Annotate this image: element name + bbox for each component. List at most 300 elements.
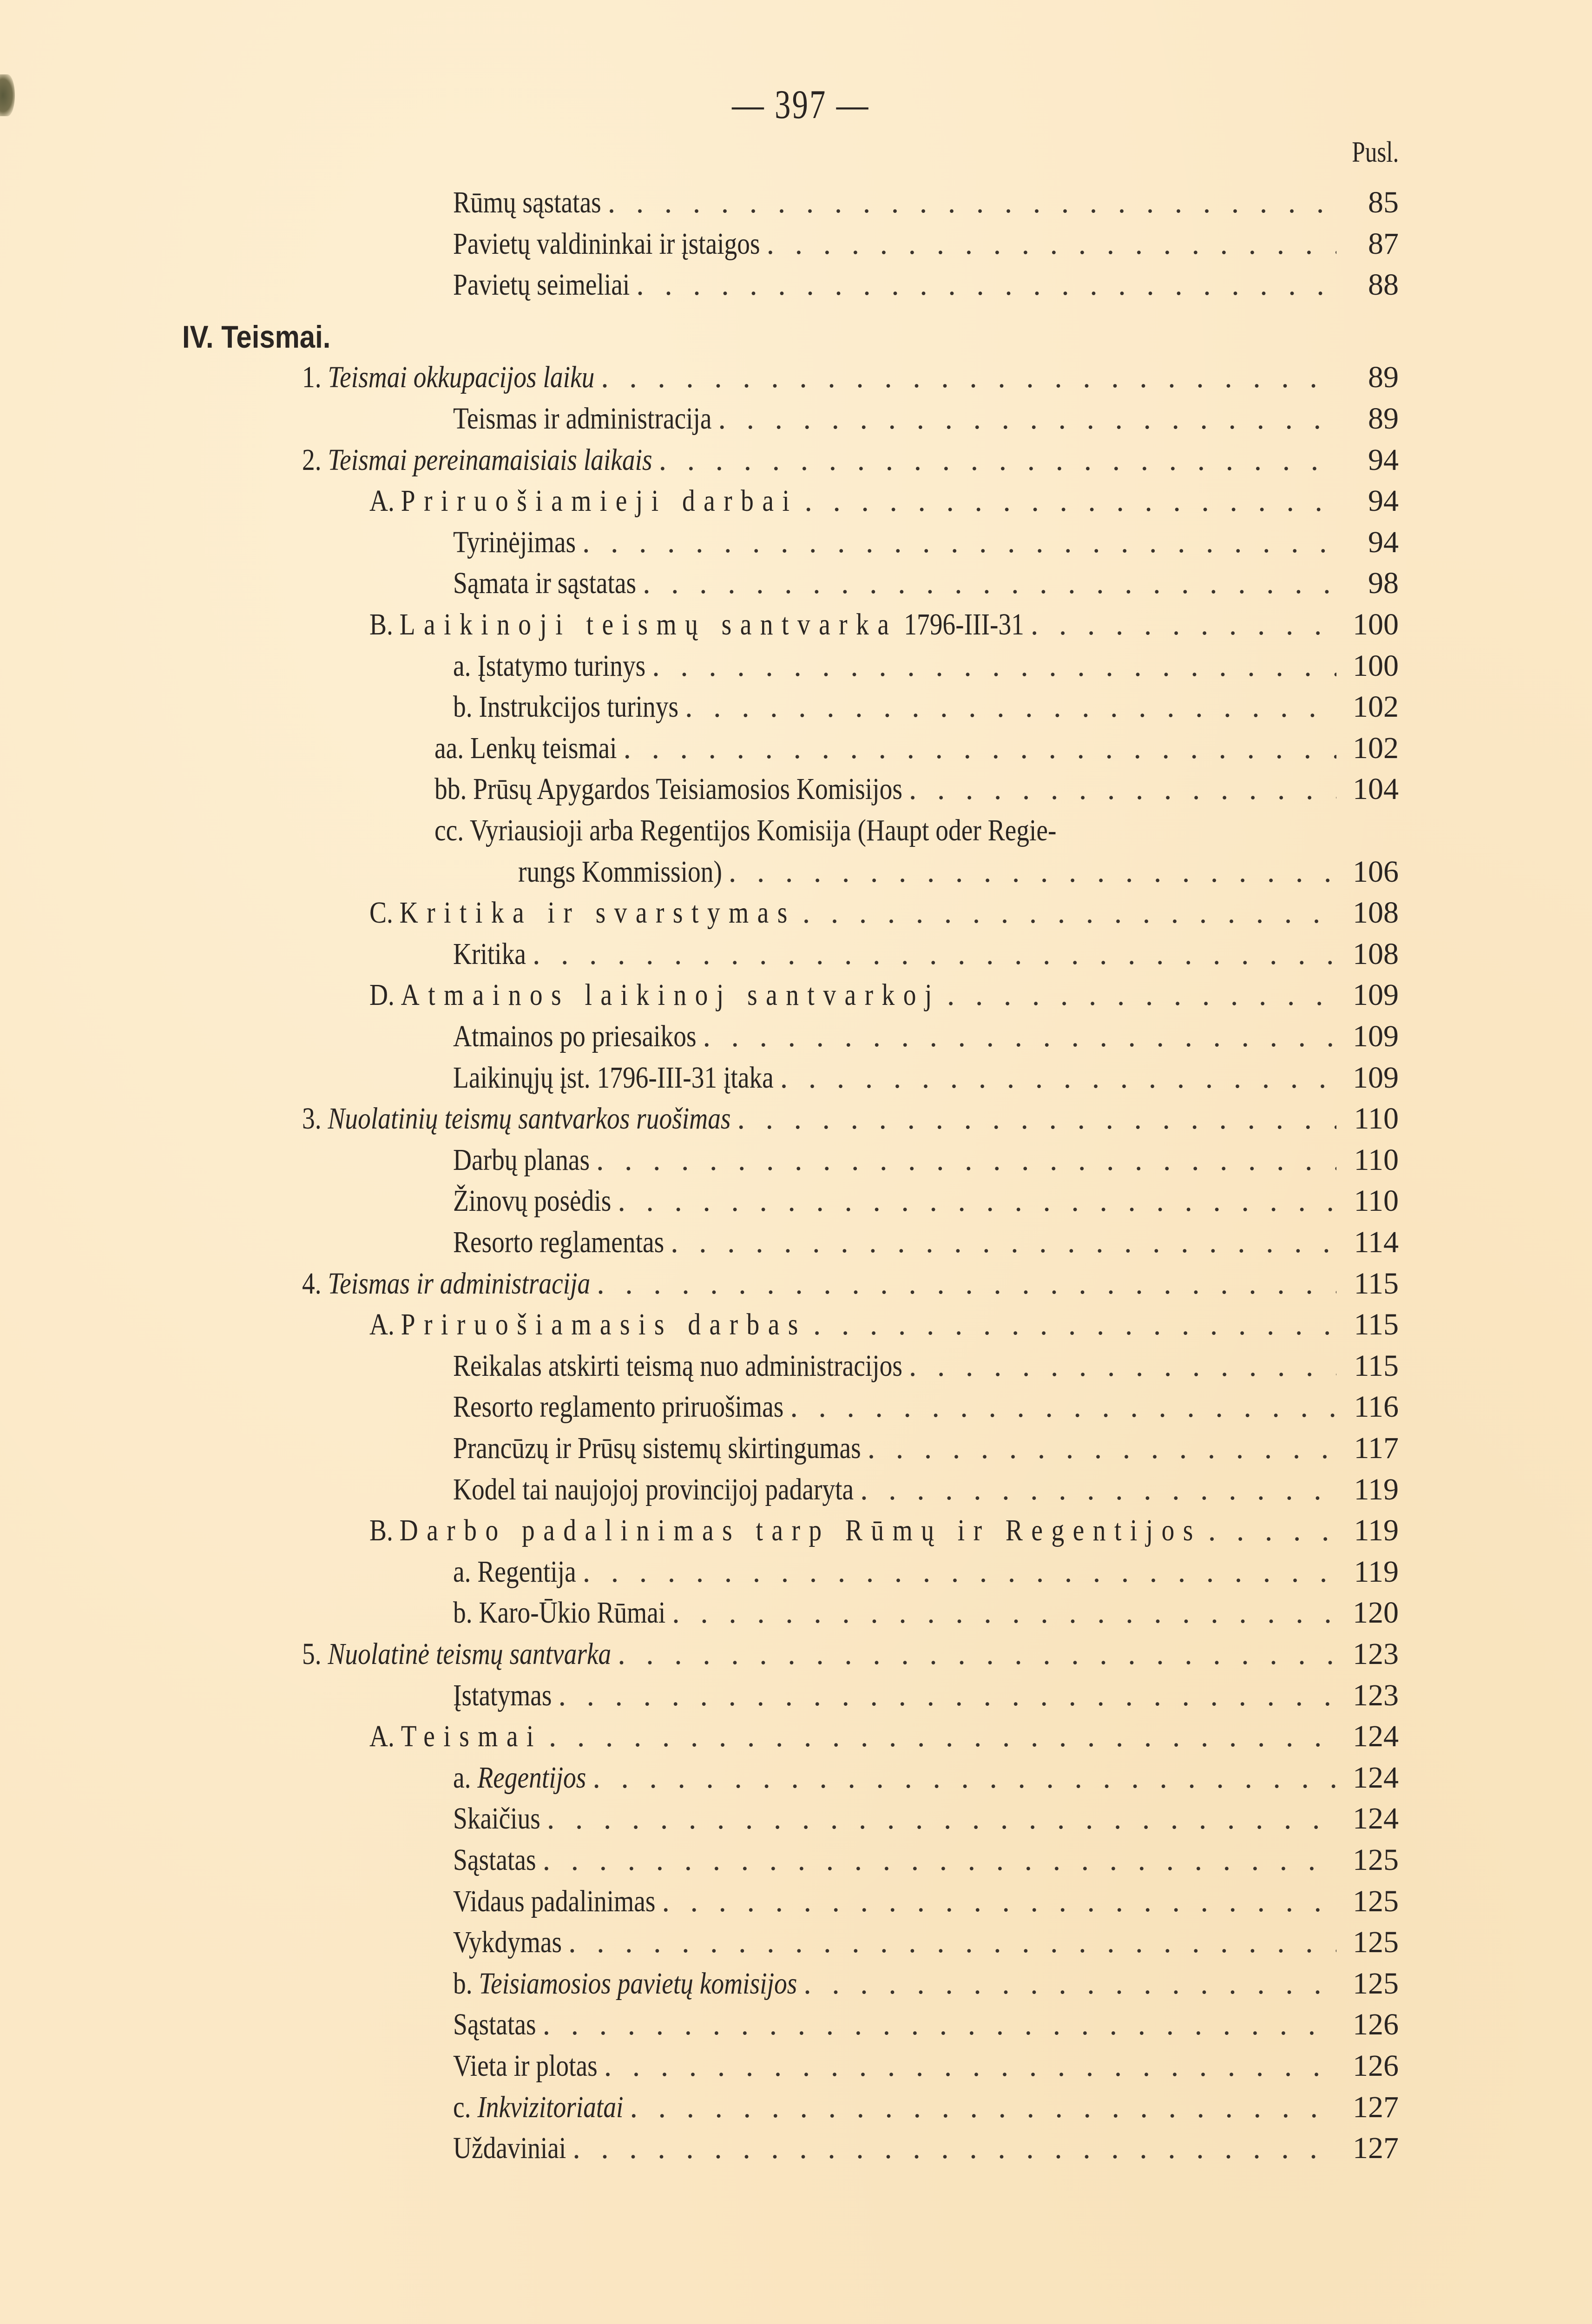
entry-page-number: 115 (1354, 1307, 1399, 1342)
entry-title: Inkvizitoriatai (477, 2090, 624, 2124)
dot-leader (909, 1346, 1336, 1386)
dot-leader (630, 2087, 1336, 2128)
toc-entry (369, 1510, 1399, 1551)
toc-entry (369, 604, 1399, 645)
entry-text (453, 1016, 697, 1057)
entry-prefix: B. (369, 1513, 400, 1548)
entry-page-number: 109 (1353, 1060, 1399, 1095)
entry-title: Teisiamosios pavietų komisijos (479, 1966, 797, 2000)
entry-label (369, 481, 798, 522)
entry-page-number: 108 (1353, 937, 1399, 971)
entry-title: Sąmata ir sąstatas (453, 566, 637, 601)
entry-label (453, 1016, 697, 1057)
entry-label (302, 440, 652, 481)
toc-entry (434, 728, 1399, 769)
dot-leader (672, 1592, 1336, 1633)
toc-entry (302, 1634, 1399, 1675)
entry-prefix: a. (453, 1554, 478, 1589)
entry-title: Įstatymo turinys (477, 648, 646, 683)
entry-page-number: 98 (1368, 566, 1399, 601)
toc-entry (453, 2128, 1399, 2169)
dot-leader (780, 1057, 1336, 1098)
entry-label (453, 2128, 566, 2169)
entry-title: Pavietų seimeliai (453, 268, 630, 302)
entry-title: Teismai pereinamaisiais laikais (328, 442, 652, 477)
entry-prefix: cc. (434, 813, 470, 847)
entry-page-number: 125 (1353, 1843, 1399, 1877)
entry-title: Teismai okkupacijos laiku (328, 360, 595, 395)
entry-text (453, 224, 760, 264)
entry-text (302, 357, 594, 398)
entry-prefix: a. (453, 648, 478, 683)
dot-leader (803, 892, 1336, 933)
entry-prefix: aa. (434, 731, 470, 765)
dot-leader (671, 1222, 1336, 1263)
entry-label (453, 1222, 664, 1263)
dot-leader (601, 357, 1336, 398)
entry-label (453, 1346, 902, 1386)
dot-leader (703, 1016, 1336, 1057)
entry-text (453, 2128, 566, 2169)
entry-label (453, 1469, 854, 1510)
toc-entry (453, 1963, 1399, 2004)
entry-title: Sąstatas (453, 1843, 536, 1877)
entry-page-number: 124 (1353, 1760, 1399, 1795)
entry-label (453, 1592, 665, 1633)
entry-page-number: 102 (1353, 731, 1399, 765)
dot-leader (618, 1181, 1336, 1221)
entry-label (453, 2087, 623, 2128)
entry-title: Vykdymas (453, 1925, 562, 1960)
entry-title: Atmainos laikinoj santvarkoj (401, 978, 941, 1012)
dot-leader (549, 1716, 1336, 1757)
toc-entry (453, 1057, 1399, 1098)
entry-title: Prūsų Apygardos Teisiamosios Komisijos (473, 772, 902, 806)
toc-entry (453, 1757, 1399, 1798)
entry-text (453, 1922, 562, 1963)
toc-entry (453, 687, 1399, 727)
entry-title: Vidaus padalinimas (453, 1884, 656, 1918)
toc-entry (453, 1592, 1399, 1633)
entry-prefix: 5. (302, 1637, 328, 1671)
page-number: — 397 — (732, 82, 870, 127)
dot-leader (729, 852, 1336, 892)
toc-entry (369, 975, 1399, 1016)
entry-label (369, 1304, 807, 1345)
toc-entry (453, 1469, 1399, 1510)
entry-label (453, 1057, 774, 1098)
entry-label (453, 1757, 586, 1798)
dot-leader (803, 1963, 1336, 2004)
entry-page-number: 85 (1368, 185, 1399, 219)
dot-leader (909, 769, 1336, 810)
entry-text (453, 1798, 540, 1839)
entry-page-number: 106 (1353, 854, 1399, 889)
entry-prefix: D. (369, 978, 401, 1012)
entry-title: Įstatymas (453, 1678, 552, 1712)
entry-label (453, 1181, 611, 1221)
entry-page-number: 109 (1353, 1019, 1399, 1053)
entry-page-number: 94 (1368, 442, 1399, 477)
entry-title: Uždaviniai (453, 2131, 566, 2166)
entry-text (453, 1552, 576, 1592)
toc-entry (369, 481, 1399, 522)
entry-page-number: 109 (1353, 978, 1399, 1012)
entry-text (453, 934, 526, 975)
toc-entry (453, 1552, 1399, 1592)
entry-page-number: 126 (1353, 2049, 1399, 2083)
toc-entry (453, 2004, 1399, 2045)
entry-label (453, 398, 712, 439)
toc-entry (453, 1222, 1399, 1263)
entry-text (453, 522, 576, 563)
entry-prefix: A. (369, 484, 401, 518)
entry-label (369, 1716, 542, 1757)
dot-leader (860, 1469, 1336, 1510)
toc-entry (453, 1881, 1399, 1922)
entry-page-number: 116 (1354, 1390, 1399, 1424)
entry-label (369, 975, 941, 1016)
entry-page-number: 104 (1353, 772, 1399, 806)
entry-label (453, 264, 630, 305)
toc-entry (453, 1140, 1399, 1181)
entry-title: Resorto reglamento priruošimas (453, 1390, 784, 1424)
entry-title: Nuolatinių teismų santvarkos ruošimas (328, 1102, 731, 1136)
entry-page-number: 115 (1354, 1348, 1399, 1383)
toc-entry (453, 522, 1399, 563)
entry-page-number: 94 (1368, 484, 1399, 518)
entry-label (453, 182, 601, 223)
entry-text (453, 1140, 590, 1181)
entry-title: Instrukcijos turinys (479, 690, 679, 724)
toc-entry (369, 1716, 1399, 1757)
entry-text (453, 1881, 655, 1922)
entry-title: Laikinųjų įst. 1796-III-31 įtaka (453, 1060, 774, 1095)
toc-entry (453, 934, 1399, 975)
entry-text (453, 1346, 902, 1386)
dot-leader (572, 2128, 1336, 2169)
entry-label (434, 769, 902, 810)
entry-prefix: 2. (302, 442, 328, 477)
entry-text (453, 1469, 854, 1510)
entry-title: Kritika ir svarstymas (399, 896, 796, 930)
entry-page-number: 100 (1353, 648, 1399, 683)
entry-page-number: 108 (1353, 896, 1399, 930)
entry-title: Teismas ir administracija (328, 1266, 591, 1301)
entry-title: Karo-Ūkio Rūmai (479, 1596, 666, 1630)
entry-page-number: 127 (1353, 2131, 1399, 2166)
dot-leader (804, 481, 1336, 522)
entry-text (453, 1222, 664, 1263)
entry-prefix: b. (453, 690, 479, 724)
entry-text (369, 892, 796, 933)
dot-leader (868, 1428, 1336, 1469)
entry-label (453, 646, 645, 687)
section-heading: IV. Teismai. (182, 319, 331, 355)
toc-entry (453, 1840, 1399, 1881)
entry-prefix: bb. (434, 772, 474, 806)
entry-title: Kritika (453, 937, 526, 971)
toc-entry (453, 1181, 1399, 1221)
page-stain (0, 74, 15, 116)
entry-text (453, 563, 636, 604)
dot-leader (568, 1922, 1336, 1963)
entry-title: Skaičius (453, 1802, 540, 1836)
entry-title: Vieta ir plotas (453, 2049, 598, 2083)
entry-text (434, 728, 617, 769)
dot-leader (608, 182, 1336, 223)
entry-page-number: 110 (1354, 1142, 1399, 1177)
entry-title: Regentija (477, 1554, 576, 1589)
entry-label (453, 2004, 536, 2045)
entry-title: Lenkų teismai (470, 731, 617, 765)
entry-page-number: 94 (1368, 525, 1399, 559)
dot-leader (618, 1634, 1336, 1675)
entry-title: Priruošiamasis darbas (401, 1307, 807, 1342)
entry-prefix: b. (453, 1966, 479, 2000)
dot-leader (813, 1304, 1336, 1345)
entry-prefix: 3. (302, 1102, 328, 1136)
entry-text (453, 646, 645, 687)
entry-text (453, 1181, 611, 1221)
entry-text (369, 481, 798, 522)
toc-entry (453, 2046, 1399, 2086)
entry-title: Kodel tai naujojoj provincijoj padaryta (453, 1472, 854, 1506)
entry-prefix: c. (453, 2090, 478, 2124)
toc-entry (453, 1922, 1399, 1963)
entry-date: 1796-III-31 (904, 607, 1024, 641)
toc-entry (453, 224, 1399, 264)
toc-entry (453, 1428, 1399, 1469)
entry-label (518, 852, 722, 892)
entry-page-number: 123 (1353, 1637, 1399, 1671)
entry-label (453, 687, 678, 727)
entry-text (302, 1098, 731, 1139)
toc-entry (453, 1346, 1399, 1386)
entry-page-number: 115 (1354, 1266, 1399, 1301)
entry-label (453, 1840, 536, 1881)
dot-leader (543, 2004, 1336, 2045)
entry-page-number: 125 (1353, 1966, 1399, 2000)
entry-text (453, 687, 678, 727)
entry-prefix: A. (369, 1307, 401, 1342)
entry-page-number: 123 (1353, 1678, 1399, 1712)
entry-title: Prancūzų ir Prūsų sistemų skirtingumas (453, 1431, 861, 1465)
entry-title: rungs Kommission) (518, 854, 722, 889)
entry-text (369, 1510, 1202, 1551)
entry-title: Reikalas atskirti teismą nuo administracijos (453, 1348, 902, 1383)
entry-page-number: 89 (1368, 360, 1399, 395)
dot-leader (662, 1881, 1336, 1922)
entry-text (453, 1675, 552, 1716)
entry-page-number: 119 (1354, 1554, 1399, 1589)
entry-title: Regentijos (477, 1760, 586, 1795)
toc-entry (369, 892, 1399, 933)
dot-leader (583, 1552, 1336, 1592)
dot-leader (659, 440, 1336, 481)
entry-prefix: C. (369, 896, 400, 930)
dot-leader (643, 563, 1336, 604)
entry-text (453, 1057, 774, 1098)
dot-leader (597, 1263, 1336, 1304)
entry-page-number: 89 (1368, 402, 1399, 436)
dot-leader (737, 1098, 1337, 1139)
entry-text (453, 2087, 623, 2128)
entry-label (453, 1428, 861, 1469)
entry-text (453, 1386, 783, 1427)
entry-text (453, 2004, 536, 2045)
toc-entry (453, 182, 1399, 223)
toc-entry (302, 440, 1399, 481)
entry-title: Vyriausioji arba Regentijos Komisija (Haupt oder Regie- (469, 813, 1057, 847)
entry-page-number: 119 (1354, 1472, 1399, 1506)
dot-leader (767, 224, 1336, 264)
entry-page-number: 117 (1354, 1431, 1399, 1465)
dot-leader (533, 934, 1336, 975)
toc-entry (302, 357, 1399, 398)
entry-text (302, 1634, 611, 1675)
entry-label (302, 1098, 731, 1139)
toc-entry (453, 1386, 1399, 1427)
toc-entry (434, 769, 1399, 810)
entry-page-number: 110 (1354, 1184, 1399, 1218)
entry-page-number: 125 (1353, 1925, 1399, 1960)
dot-leader (1031, 604, 1336, 645)
entry-label (453, 1881, 655, 1922)
toc-entry (518, 852, 1399, 892)
entry-title: Priruošiamieji darbai (401, 484, 798, 518)
entry-title: Teismai (401, 1719, 542, 1754)
entry-title: Nuolatinė teismų santvarka (328, 1637, 612, 1671)
entry-title: Žinovų posėdis (453, 1184, 612, 1218)
entry-text (302, 1263, 590, 1304)
entry-page-number: 127 (1353, 2090, 1399, 2124)
dot-leader (604, 2046, 1336, 2086)
entry-label (453, 522, 576, 563)
toc-entry (453, 264, 1399, 305)
entry-page-number: 88 (1368, 268, 1399, 302)
dot-leader (547, 1798, 1336, 1839)
entry-text (453, 2046, 598, 2086)
dot-leader (558, 1675, 1336, 1716)
dot-leader (685, 687, 1336, 727)
entry-text (453, 182, 601, 223)
entry-page-number: 124 (1353, 1802, 1399, 1836)
entry-title: Darbo padalinimas tarp Rūmų ir Regentijos (399, 1513, 1202, 1548)
entry-page-number: 87 (1368, 226, 1399, 261)
entry-page-number: 114 (1354, 1225, 1399, 1259)
entry-prefix: B. (369, 607, 400, 641)
entry-label (434, 728, 617, 769)
entry-title: Darbų planas (453, 1142, 590, 1177)
entry-label (369, 604, 1024, 645)
entry-text (453, 398, 712, 439)
entry-label (302, 357, 594, 398)
toc-entry (453, 398, 1399, 439)
entry-page-number: 120 (1353, 1596, 1399, 1630)
entry-text (453, 1757, 586, 1798)
entry-label (453, 1963, 797, 2004)
dot-leader (596, 1140, 1336, 1181)
entry-label (453, 1386, 783, 1427)
entry-title: Pavietų valdininkai ir įstaigos (453, 226, 760, 261)
toc-entry (453, 1016, 1399, 1057)
toc-entry (369, 1304, 1399, 1345)
dot-leader (636, 264, 1336, 305)
entry-text (518, 852, 722, 892)
dot-leader (592, 1757, 1336, 1798)
entry-page-number: 126 (1353, 2007, 1399, 2042)
toc-entry (453, 1798, 1399, 1839)
entry-title: Laikinoji teismų santvarka (399, 607, 898, 641)
entry-label (369, 892, 796, 933)
entry-label (453, 1798, 540, 1839)
entry-label (302, 1263, 590, 1304)
entry-text (453, 1592, 665, 1633)
entry-page-number: 124 (1353, 1719, 1399, 1754)
dot-leader (718, 398, 1337, 439)
entry-title: Tyrinėjimas (453, 525, 576, 559)
entry-title: Teismas ir administracija (453, 402, 712, 436)
entry-text (369, 1304, 807, 1345)
entry-label (302, 1634, 611, 1675)
entry-prefix: 1. (302, 360, 328, 395)
entry-label (453, 224, 760, 264)
dot-leader (582, 522, 1336, 563)
entry-label (453, 2046, 598, 2086)
toc-entry (453, 646, 1399, 687)
entry-text (453, 264, 630, 305)
entry-text (302, 440, 652, 481)
entry-label (369, 1510, 1202, 1551)
entry-text (453, 1428, 861, 1469)
entry-label (453, 1552, 576, 1592)
entry-page-number: 110 (1354, 1102, 1399, 1136)
toc-entry (302, 1098, 1399, 1139)
entry-title: Resorto reglamentas (453, 1225, 664, 1259)
entry-label (453, 1675, 552, 1716)
toc-entry (453, 563, 1399, 604)
dot-leader (1208, 1510, 1336, 1551)
entry-page-number: 102 (1353, 690, 1399, 724)
entry-text (453, 1963, 797, 2004)
entry-label (453, 1140, 590, 1181)
entry-prefix: 4. (302, 1266, 328, 1301)
entry-text (434, 810, 1056, 851)
dot-leader (947, 975, 1336, 1016)
dot-leader (543, 1840, 1336, 1881)
column-header-pages: Pusl. (1351, 135, 1399, 168)
entry-label (453, 1922, 562, 1963)
entry-title: Sąstatas (453, 2007, 536, 2042)
entry-text (369, 1716, 542, 1757)
entry-text (369, 975, 941, 1016)
entry-prefix: a. (453, 1760, 478, 1795)
toc-entry (453, 1675, 1399, 1716)
entry-text (369, 604, 1024, 645)
entry-text (453, 1840, 536, 1881)
toc-entry (302, 1263, 1399, 1304)
dot-leader (652, 646, 1336, 687)
entry-text (434, 769, 902, 810)
entry-title: Rūmų sąstatas (453, 185, 601, 219)
toc-entry-multiline (434, 810, 1175, 851)
entry-prefix: b. (453, 1596, 479, 1630)
dot-leader (790, 1386, 1336, 1427)
entry-label (453, 934, 526, 975)
entry-label (453, 563, 636, 604)
entry-page-number: 125 (1353, 1884, 1399, 1918)
